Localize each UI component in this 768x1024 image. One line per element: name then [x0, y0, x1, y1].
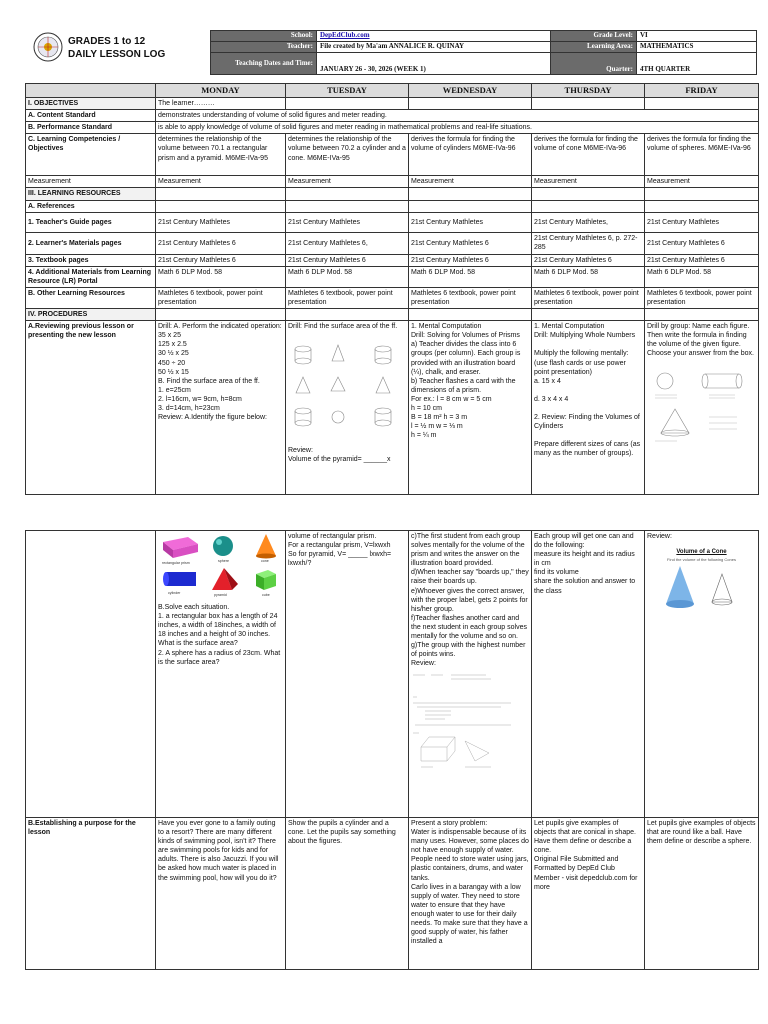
- competency-friday: derives the formula for finding the volume of spheres. M6ME-IVa-96: [645, 134, 759, 176]
- measurement-cell: Measurement: [156, 176, 286, 188]
- day-monday: MONDAY: [156, 84, 286, 98]
- other-cell: Mathletes 6 textbook, power point presentation: [532, 287, 645, 308]
- other-cell: Mathletes 6 textbook, power point presentation: [409, 287, 532, 308]
- lm-cell: 21st Century Mathletes 6: [409, 232, 532, 254]
- tb-cell: 21st Century Mathletes 6: [286, 254, 409, 266]
- procedures-label: IV. PROCEDURES: [26, 309, 156, 321]
- other-cell: Mathletes 6 textbook, power point presentation: [286, 287, 409, 308]
- wednesday-procedure-a-cont: [409, 531, 532, 818]
- lesson-table-page2: [25, 530, 759, 970]
- cone-worksheet: [647, 549, 756, 621]
- area-value: MATHEMATICS: [637, 42, 757, 53]
- am-cell: Math 6 DLP Mod. 58: [286, 266, 409, 287]
- tb-cell: 21st Century Mathletes 6: [156, 254, 286, 266]
- content-standard-value: demonstrates understanding of volume of solid figures and meter reading.: [156, 110, 759, 122]
- school-link[interactable]: DepEdClub.com: [320, 31, 370, 40]
- shape-label-sphere: sphere: [218, 559, 229, 563]
- other-cell: Mathletes 6 textbook, power point presentation: [645, 287, 759, 308]
- measurement-cell: Measurement: [645, 176, 759, 188]
- lm-cell: 21st Century Mathletes 6: [645, 232, 759, 254]
- measurement-cell: Measurement: [409, 176, 532, 188]
- textbook-label: 3. Textbook pages: [26, 254, 156, 266]
- school-value[interactable]: [317, 31, 551, 42]
- dates-label: Teaching Dates and Time:: [211, 53, 317, 75]
- monday-procedure-b: Have you ever gone to a family outing to a resort? There are many different kinds of swimming pool, isn't it? There are swimming pools for kids and for adults. There is also Jacuzzi. If you will be asked how much water is placed in the swimming pool, how will you do it?: [156, 818, 286, 970]
- cone-worksheet-title: Volume of a Cone: [676, 549, 727, 556]
- grade-label: Grade Level:: [551, 31, 637, 42]
- competency-thursday: derives the formula for finding the volume of cone M6ME-IVa-96: [532, 134, 645, 176]
- tuesday-drill-text: Drill: Find the surface area of the ff.: [288, 323, 398, 331]
- review-worksheet-image: [411, 671, 529, 774]
- am-cell: Math 6 DLP Mod. 58: [532, 266, 645, 287]
- resources-label: III. LEARNING RESOURCES: [26, 188, 156, 200]
- solid-shapes-illustration: [158, 532, 283, 603]
- content-standard-label: A. Content Standard: [26, 110, 156, 122]
- tuesday-review-text: Review: Volume of the pyramid= ______x: [288, 447, 391, 464]
- day-header-row: [26, 84, 759, 98]
- monday-situations-text: B.Solve each situation. 1. a rectangular box has a length of 24 inches, a width of 18inches, a width of 18 inches and a height of 30 inches. What is the surface area? 2. A sphere has a radius of 23cm. What is the surface area?: [158, 604, 281, 666]
- cone-worksheet-subtitle: Find the volume of the following Cones: [667, 556, 736, 562]
- tb-cell: 21st Century Mathletes 6: [645, 254, 759, 266]
- friday-figure-sketches: [647, 367, 756, 450]
- competency-wednesday: derives the formula for finding the volume of cylinders M6ME-IVa-96: [409, 134, 532, 176]
- friday-procedure-b: Let pupils give examples of objects that are round like a ball. Have them define or describe a sphere.: [645, 818, 759, 970]
- title-line2: DAILY LESSON LOG: [68, 49, 166, 60]
- thursday-procedure-a: 1. Mental Computation Drill: Multiplying Whole Numbers Multiply the following mentally:(use flash cards or use power point presentation) a. 15 x 4 d. 3 x 4 x 4 2. Review: Finding the Volumes of Cylinders Prepare different sizes of cans (as many as the number of groups).: [532, 321, 645, 495]
- objectives-label: I. OBJECTIVES: [26, 98, 156, 110]
- tg-cell: 21st Century Mathletes: [645, 212, 759, 232]
- competencies-label: C. Learning Competencies / Objectives: [26, 134, 156, 176]
- competency-tuesday: determines the relationship of the volume between 70.2 a cylinder and a cone. M6ME-IVa-95: [286, 134, 409, 176]
- shape-label-cone: cone: [261, 559, 269, 563]
- references-label: A. References: [26, 200, 156, 212]
- day-thursday: THURSDAY: [532, 84, 645, 98]
- other-cell: Mathletes 6 textbook, power point presentation: [156, 287, 286, 308]
- learner-text: The learner………: [156, 98, 286, 110]
- tg-cell: 21st Century Mathletes: [409, 212, 532, 232]
- continuation-label-cell: [26, 531, 156, 818]
- tg-cell: 21st Century Mathletes,: [532, 212, 645, 232]
- teachers-guide-label: 1. Teacher's Guide pages: [26, 212, 156, 232]
- day-friday: FRIDAY: [645, 84, 759, 98]
- lm-cell: 21st Century Mathletes 6: [156, 232, 286, 254]
- quarter-value: 4TH QUARTER: [637, 53, 757, 75]
- area-label: Learning Area:: [551, 42, 637, 53]
- other-resources-label: B. Other Learning Resources: [26, 287, 156, 308]
- performance-standard-value: is able to apply knowledge of volume of solid figures and meter reading in mathematical problems and real-life situations.: [156, 122, 759, 134]
- procedure-b-label: B.Establishing a purpose for the lesson: [26, 818, 156, 970]
- shape-label-cylinder: cylinder: [168, 591, 181, 595]
- corner-cell: [26, 84, 156, 98]
- quarter-label: Quarter:: [551, 53, 637, 75]
- learners-materials-label: 2. Learner's Materials pages: [26, 232, 156, 254]
- performance-standard-label: B. Performance Standard: [26, 122, 156, 134]
- dates-value: JANUARY 26 - 30, 2026 (WEEK 1): [317, 53, 551, 75]
- thursday-procedure-a-cont: Each group will get one can and do the following: measure its height and its radius in cm find its volume share the solution and answer to the class: [532, 531, 645, 818]
- measurement-label: Measurement: [26, 176, 156, 188]
- day-wednesday: WEDNESDAY: [409, 84, 532, 98]
- title-block: [68, 35, 165, 61]
- procedure-a-label: A.Reviewing previous lesson or presenting the new lesson: [26, 321, 156, 495]
- deped-seal: [33, 32, 63, 62]
- teacher-label: Teacher:: [211, 42, 317, 53]
- teacher-value: File created by Ma'am ANNALICE R. QUINAY: [317, 42, 551, 53]
- friday-procedure-a-cont: [645, 531, 759, 818]
- am-cell: Math 6 DLP Mod. 58: [156, 266, 286, 287]
- thursday-procedure-b: Let pupils give examples of objects that are conical in shape. Have them define or describe a cone. Original File Submitted and Formatted by DepEd Club Member - visit depedclub.com for more: [532, 818, 645, 970]
- lm-cell: 21st Century Mathletes 6, p. 272-285: [532, 232, 645, 254]
- wednesday-procedure-a: 1. Mental Computation Drill: Solving for Volumes of Prisms a) Teacher divides the class into 6 groups (per column). Each group is provided with an illustration board (¼), chalk, and eraser. b) Teacher flashes a card with the dimensions of a prism. For ex.: l = 8 cm w = 5 cm h = 10 cm B = 18 m² h = 3 m l = ½ m w = ⅓ m h = ¼ m: [409, 321, 532, 495]
- grade-value: VI: [637, 31, 757, 42]
- tb-cell: 21st Century Mathletes 6: [532, 254, 645, 266]
- title-line1: GRADES 1 to 12: [68, 36, 146, 47]
- friday-review-label: Review:: [647, 533, 672, 540]
- monday-procedure-a: Drill: A. Perform the indicated operation: 35 x 25 125 x 2.5 30 ½ x 25 450 ÷ 20 50 ½ x 15 B. Find the surface area of the ff. 1. e=25cm 2. l=16cm, w= 9cm, h=8cm 3. d=14cm, h=23cm Review: A.Identify the figure below:: [156, 321, 286, 495]
- friday-procedure-a: [645, 321, 759, 495]
- monday-procedure-a-cont: [156, 531, 286, 818]
- am-cell: Math 6 DLP Mod. 58: [645, 266, 759, 287]
- shape-label-pyramid: pyramid: [214, 593, 227, 597]
- measurement-cell: Measurement: [532, 176, 645, 188]
- day-tuesday: TUESDAY: [286, 84, 409, 98]
- tuesday-procedure-a: [286, 321, 409, 495]
- lm-cell: 21st Century Mathletes 6,: [286, 232, 409, 254]
- tuesday-procedure-b: Show the pupils a cylinder and a cone. Let the pupils say something about the figures.: [286, 818, 409, 970]
- lesson-table-page1: [25, 83, 759, 495]
- measurement-cell: Measurement: [286, 176, 409, 188]
- school-label: School:: [211, 31, 317, 42]
- am-cell: Math 6 DLP Mod. 58: [409, 266, 532, 287]
- tuesday-procedure-a-cont: volume of rectangular prism. For a rectangular prism, V=lxwxh So for pyramid, V= _____ lxwxh= lxwxh/?: [286, 531, 409, 818]
- additional-materials-label: 4. Additional Materials from Learning Resource (LR) Portal: [26, 266, 156, 287]
- header-table: [210, 30, 757, 75]
- friday-drill-text: Drill by group: Name each figure. Then write the formula in finding the volume of the given figure. Choose your answer from the box.: [647, 323, 754, 358]
- tb-cell: 21st Century Mathletes 6: [409, 254, 532, 266]
- tg-cell: 21st Century Mathletes: [156, 212, 286, 232]
- competency-monday: determines the relationship of the volume between 70.1 a rectangular prism and a pyramid. M6ME-IVa-95: [156, 134, 286, 176]
- wednesday-procedure-b: Present a story problem: Water is indispensable because of its many uses. However, some places do not have enough supply of water. People need to store water using jars, plastic containers, drums, and water tanks. Carlo lives in a barangay with a low supply of water. They need to store water to ensure that they have enough water to use for their daily needs. To make sure that they have a good supply of water, his father installed a: [409, 818, 532, 970]
- shape-label-rect-prism: rectangular prism: [162, 561, 190, 565]
- shape-label-cube: cube: [262, 593, 270, 597]
- wednesday-steps-text: c)The first student from each group solves mentally for the volume of the prism and writes the answer on the illustration board provided. d)When teacher say "boards up," they raise their boards up. e)Whoever gives the correct answer, with the proper label, gets 2 points for his/her group. f)Teacher flashes another card and the next student in each group solves mentally for the volume and so on. g)The group with the highest number of points wins. Review:: [411, 533, 529, 668]
- tg-cell: 21st Century Mathletes: [286, 212, 409, 232]
- solid-figure-sketches: [288, 341, 406, 444]
